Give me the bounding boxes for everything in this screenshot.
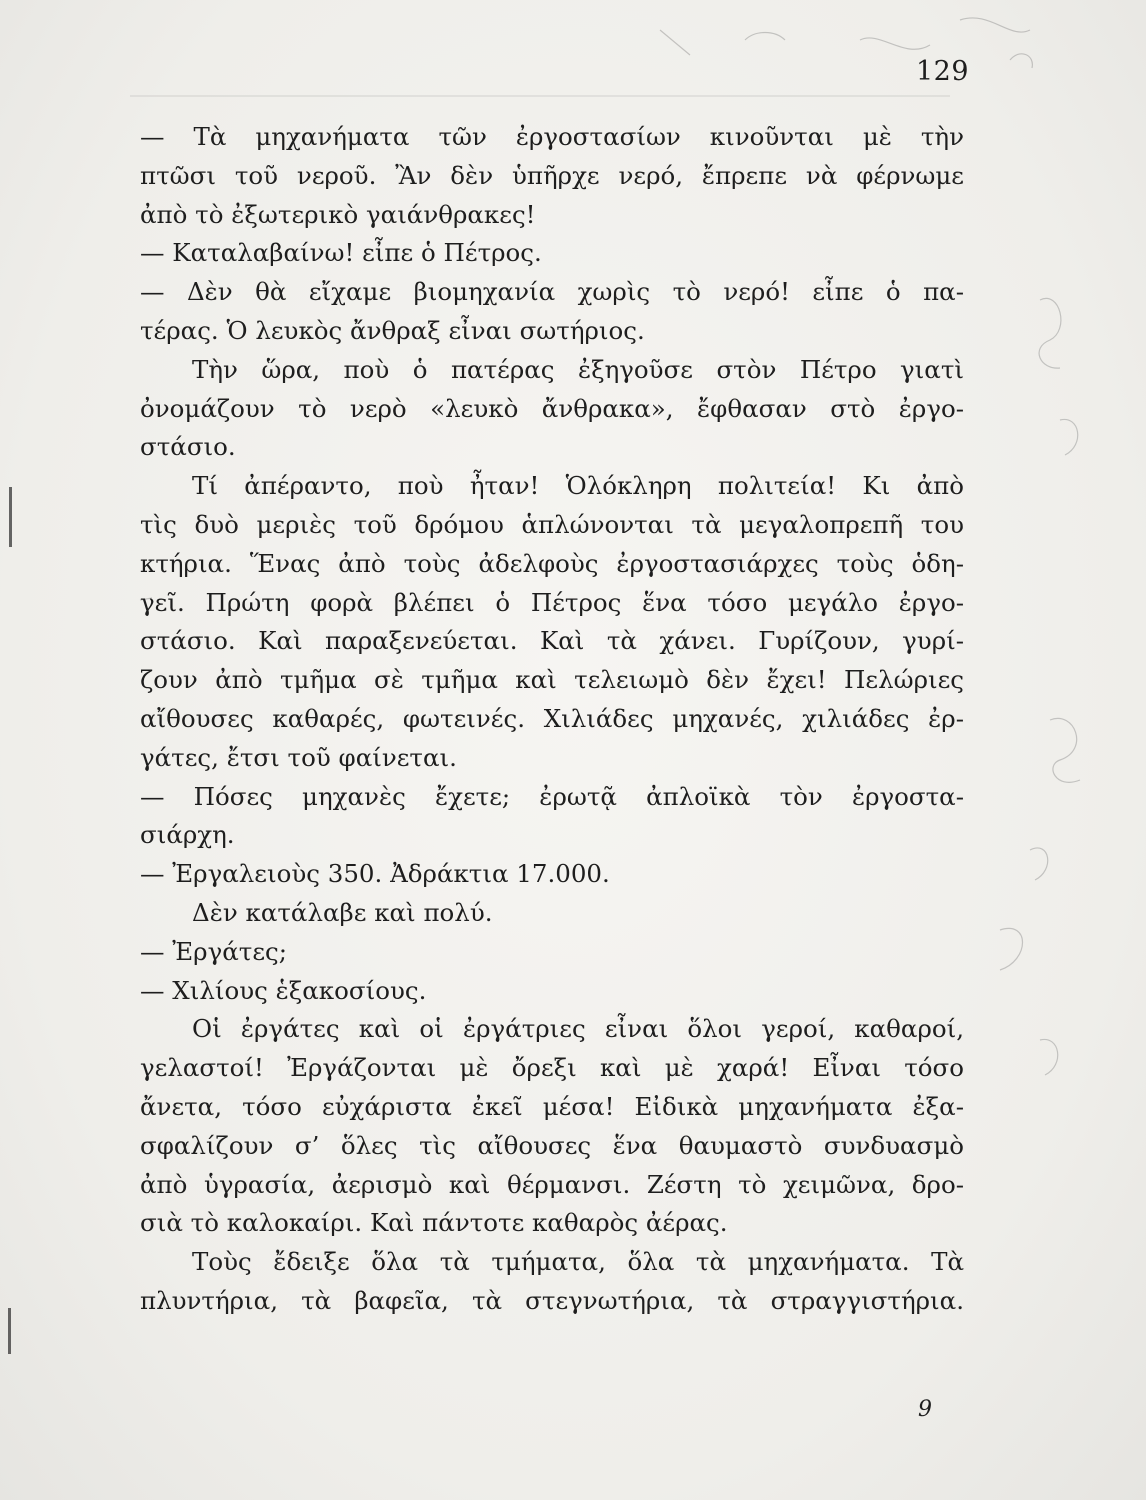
text-line: στάσιο. [140, 432, 236, 462]
text-line: κτήρια. Ἕνας ἀπὸ τοὺς ἀδελφοὺς ἐργοστασιάρχες τοὺς ὁδη- [140, 548, 964, 578]
page-number: 129 [916, 56, 970, 87]
text-line: στάσιο. Καὶ παραξενεύεται. Καὶ τὰ χάνει. Γυρίζουν, γυρί- [140, 626, 964, 656]
text-line: σφαλίζουν σ’ ὅλες τὶς αἴθουσες ἕνα θαυμαστὸ συνδυασμὸ [140, 1130, 964, 1160]
text-line: σιάρχη. [140, 820, 235, 850]
text-line: ἀπὸ ὑγρασία, ἀερισμὸ καὶ θέρμανσι. Ζέστη τὸ χειμῶνα, δρο- [140, 1169, 964, 1199]
text-line: γεῖ. Πρώτη φορὰ βλέπει ὁ Πέτρος ἕνα τόσο μεγάλο ἐργο- [140, 587, 964, 617]
text-line: πλυντήρια, τὰ βαφεῖα, τὰ στεγνωτήρια, τὰ στραγγιστήρια. [140, 1285, 964, 1315]
text-line: — Ἐργάτες; [140, 936, 287, 966]
signature-number: 9 [918, 1397, 932, 1422]
text-line: — Δὲν θὰ εἴχαμε βιομηχανία χωρὶς τὸ νερό! εἶπε ὁ πα- [140, 277, 964, 307]
text-line: — Πόσες μηχανὲς ἔχετε; ἐρωτᾷ ἀπλοϊκὰ τὸν ἐργοστα- [140, 781, 964, 811]
text-line: πτῶσι τοῦ νεροῦ. Ἂν δὲν ὑπῆρχε νερό, ἔπρεπε νὰ φέρνωμε [140, 160, 964, 190]
text-line: ἀπὸ τὸ ἐξωτερικὸ γαιάνθρακες! [140, 199, 536, 229]
text-line: ζουν ἀπὸ τμῆμα σὲ τμῆμα καὶ τελειωμὸ δὲν ἔχει! Πελώριες [140, 665, 964, 695]
text-line: ὀνομάζουν τὸ νερὸ «λευκὸ ἄνθρακα», ἔφθασαν στὸ ἐργο- [140, 393, 964, 423]
text-line: αἴθουσες καθαρές, φωτεινές. Χιλιάδες μηχανές, χιλιάδες ἐρ- [140, 703, 964, 733]
body-text [140, 118, 964, 1321]
text-line: Δὲν κατάλαβε καὶ πολύ. [192, 897, 493, 927]
text-line: Τὴν ὥρα, ποὺ ὁ πατέρας ἐξηγοῦσε στὸν Πέτρο γιατὶ [192, 354, 964, 384]
text-line: γελαστοί! Ἐργάζονται μὲ ὄρεξι καὶ μὲ χαρά! Εἶναι τόσο [140, 1053, 964, 1083]
text-line: — Καταλαβαίνω! εἶπε ὁ Πέτρος. [140, 238, 542, 268]
text-line: ἄνετα, τόσο εὐχάριστα ἐκεῖ μέσα! Εἰδικὰ μηχανήματα ἐξα- [140, 1091, 964, 1121]
text-line: Τοὺς ἔδειξε ὅλα τὰ τμήματα, ὅλα τὰ μηχανήματα. Τὰ [192, 1247, 964, 1277]
text-line: — Χιλίους ἑξακοσίους. [140, 975, 427, 1005]
text-line: τὶς δυὸ μεριὲς τοῦ δρόμου ἁπλώνονται τὰ μεγαλοπρεπῆ του [140, 509, 964, 539]
margin-rule-left [9, 487, 12, 547]
text-line: — Ἐργαλειοὺς 350. Ἀδράκτια 17.000. [140, 859, 610, 889]
text-line: Τί ἀπέραντο, ποὺ ἦταν! Ὁλόκληρη πολιτεία! Κι ἀπὸ [192, 471, 964, 501]
text-line: γάτες, ἔτσι τοῦ φαίνεται. [140, 742, 457, 772]
text-line: σιὰ τὸ καλοκαίρι. Καὶ πάντοτε καθαρὸς ἀέρας. [140, 1208, 728, 1238]
text-line: — Τὰ μηχανήματα τῶν ἐργοστασίων κινοῦνται μὲ τὴν [140, 122, 964, 151]
text-line: Οἱ ἐργάτες καὶ οἱ ἐργάτριες εἶναι ὅλοι γεροί, καθαροί, [192, 1014, 964, 1044]
text-line: τέρας. Ὁ λευκὸς ἄνθραξ εἶναι σωτήριος. [140, 315, 645, 345]
margin-rule-left-bottom [8, 1308, 11, 1354]
